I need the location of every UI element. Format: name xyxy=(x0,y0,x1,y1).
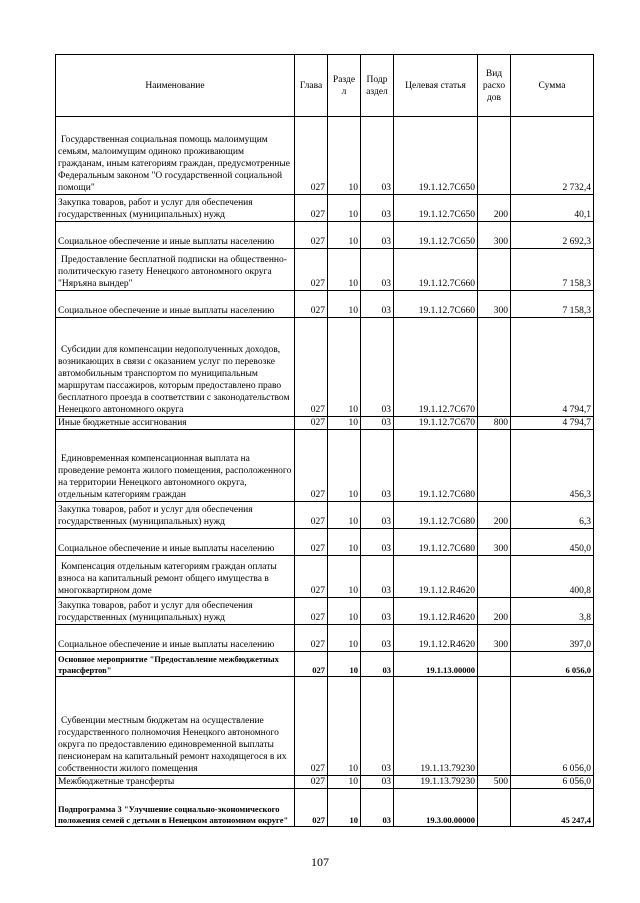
row-target: 19.1.12.7С660 xyxy=(394,291,478,318)
row-expense-type xyxy=(478,652,511,677)
header-section: Разде л xyxy=(328,55,361,117)
row-expense-type: 200 xyxy=(478,502,511,529)
row-section: 10 xyxy=(328,677,361,776)
row-expense-type xyxy=(478,677,511,776)
row-name: Закупка товаров, работ и услуг для обеспечения государственных (муниципальных) нужд xyxy=(56,502,295,529)
table-row xyxy=(56,117,594,195)
row-chapter: 027 xyxy=(295,222,328,249)
row-section: 10 xyxy=(328,117,361,195)
row-target: 19.1.12.R4620 xyxy=(394,556,478,598)
row-section: 10 xyxy=(328,195,361,222)
row-expense-type xyxy=(478,117,511,195)
row-section: 10 xyxy=(328,417,361,430)
row-sum: 6 056,0 xyxy=(511,677,594,776)
row-expense-type: 800 xyxy=(478,417,511,430)
row-subsection: 03 xyxy=(361,417,394,430)
row-expense-type: 500 xyxy=(478,776,511,789)
row-sum: 6 056,0 xyxy=(511,776,594,789)
row-section: 10 xyxy=(328,625,361,652)
row-sum: 4 794,7 xyxy=(511,417,594,430)
row-chapter: 027 xyxy=(295,318,328,417)
row-name: Подпрограмма 3 "Улучшение социально-экономического положения семей с детьми в Ненецком автономном округе" xyxy=(56,789,295,827)
row-subsection: 03 xyxy=(361,117,394,195)
table-row xyxy=(56,291,594,318)
row-section: 10 xyxy=(328,598,361,625)
row-chapter: 027 xyxy=(295,556,328,598)
table-header-row xyxy=(56,55,594,117)
row-name: Государственная социальная помощь малоимущим семьям, малоимущим одиноко проживающим гражданам, иным категориям граждан, предусмотренные Федеральным законом "О государственной социальной помощи" xyxy=(56,117,295,195)
row-target: 19.1.12.7С670 xyxy=(394,417,478,430)
row-subsection: 03 xyxy=(361,195,394,222)
row-expense-type xyxy=(478,318,511,417)
row-target: 19.1.12.R4620 xyxy=(394,598,478,625)
header-sum: Сумма xyxy=(511,55,594,117)
row-section: 10 xyxy=(328,249,361,291)
row-subsection: 03 xyxy=(361,776,394,789)
row-target: 19.1.13.79230 xyxy=(394,776,478,789)
row-sum: 397,0 xyxy=(511,625,594,652)
row-sum: 400,8 xyxy=(511,556,594,598)
row-expense-type xyxy=(478,430,511,502)
row-section: 10 xyxy=(328,529,361,556)
row-name: Закупка товаров, работ и услуг для обеспечения государственных (муниципальных) нужд xyxy=(56,598,295,625)
row-chapter: 027 xyxy=(295,598,328,625)
table-row xyxy=(56,652,594,677)
row-chapter: 027 xyxy=(295,417,328,430)
row-subsection: 03 xyxy=(361,291,394,318)
row-target: 19.1.12.7С680 xyxy=(394,430,478,502)
row-sum: 7 158,3 xyxy=(511,291,594,318)
row-subsection: 03 xyxy=(361,598,394,625)
table-row xyxy=(56,625,594,652)
budget-table xyxy=(55,54,594,827)
row-expense-type: 300 xyxy=(478,222,511,249)
row-target: 19.1.12.R4620 xyxy=(394,625,478,652)
row-expense-type: 300 xyxy=(478,291,511,318)
row-section: 10 xyxy=(328,502,361,529)
row-target: 19.1.13.79230 xyxy=(394,677,478,776)
table-row xyxy=(56,529,594,556)
row-chapter: 027 xyxy=(295,430,328,502)
row-name: Социальное обеспечение и иные выплаты населению xyxy=(56,291,295,318)
row-section: 10 xyxy=(328,222,361,249)
table-row xyxy=(56,789,594,827)
row-target: 19.1.12.7С680 xyxy=(394,529,478,556)
row-chapter: 027 xyxy=(295,291,328,318)
row-name: Предоставление бесплатной подписки на общественно-политическую газету Ненецкого автономного округа "Няръяна вындер" xyxy=(56,249,295,291)
row-name: Субсидии для компенсации недополученных доходов, возникающих в связи с оказанием услуг по перевозке автомобильным транспортом по муниципальным маршрутам пассажиров, которым предоставлено право бесплатного проезда в соответствии с законодательством Ненецкого автономного округа xyxy=(56,318,295,417)
row-sum: 45 247,4 xyxy=(511,789,594,827)
row-section: 10 xyxy=(328,556,361,598)
header-name: Наименование xyxy=(56,55,295,117)
row-expense-type xyxy=(478,249,511,291)
row-target: 19.1.12.7С680 xyxy=(394,502,478,529)
table-row xyxy=(56,417,594,430)
row-sum: 40,1 xyxy=(511,195,594,222)
row-name: Основное мероприятие "Предоставление межбюджетных трансфертов" xyxy=(56,652,295,677)
row-sum: 2 732,4 xyxy=(511,117,594,195)
table-row xyxy=(56,318,594,417)
row-subsection: 03 xyxy=(361,318,394,417)
row-chapter: 027 xyxy=(295,789,328,827)
row-expense-type xyxy=(478,789,511,827)
row-section: 10 xyxy=(328,318,361,417)
row-subsection: 03 xyxy=(361,529,394,556)
row-subsection: 03 xyxy=(361,430,394,502)
row-target: 19.3.00.00000 xyxy=(394,789,478,827)
table-row xyxy=(56,222,594,249)
row-expense-type: 200 xyxy=(478,598,511,625)
row-sum: 450,0 xyxy=(511,529,594,556)
row-chapter: 027 xyxy=(295,195,328,222)
row-expense-type: 300 xyxy=(478,625,511,652)
table-row xyxy=(56,677,594,776)
row-chapter: 027 xyxy=(295,529,328,556)
row-name: Компенсация отдельным категориям граждан оплаты взноса на капитальный ремонт общего имущества в многоквартирном доме xyxy=(56,556,295,598)
table-row xyxy=(56,776,594,789)
row-sum: 7 158,3 xyxy=(511,249,594,291)
row-subsection: 03 xyxy=(361,502,394,529)
row-chapter: 027 xyxy=(295,249,328,291)
row-target: 19.1.12.7С650 xyxy=(394,222,478,249)
row-expense-type: 200 xyxy=(478,195,511,222)
row-name: Межбюджетные трансферты xyxy=(56,776,295,789)
row-subsection: 03 xyxy=(361,677,394,776)
row-chapter: 027 xyxy=(295,652,328,677)
row-subsection: 03 xyxy=(361,249,394,291)
row-section: 10 xyxy=(328,652,361,677)
row-section: 10 xyxy=(328,789,361,827)
page-number: 107 xyxy=(311,855,329,869)
row-sum: 4 794,7 xyxy=(511,318,594,417)
row-name: Социальное обеспечение и иные выплаты населению xyxy=(56,222,295,249)
row-chapter: 027 xyxy=(295,776,328,789)
row-subsection: 03 xyxy=(361,625,394,652)
row-section: 10 xyxy=(328,291,361,318)
header-subsection: Подр аздел xyxy=(361,55,394,117)
row-expense-type xyxy=(478,556,511,598)
row-target: 19.1.12.7С650 xyxy=(394,117,478,195)
table-row xyxy=(56,556,594,598)
row-section: 10 xyxy=(328,430,361,502)
row-target: 19.1.12.7С670 xyxy=(394,318,478,417)
row-sum: 2 692,3 xyxy=(511,222,594,249)
row-name: Субвенции местным бюджетам на осуществление государственного полномочия Ненецкого автономного округа по предоставлению единовременной выплаты пенсионерам на капитальный ремонт находящегося в их собственности жилого помещения xyxy=(56,677,295,776)
row-chapter: 027 xyxy=(295,677,328,776)
row-name: Единовременная компенсационная выплата на проведение ремонта жилого помещения, расположенного на территории Ненецкого автономного округа, отдельным категориям граждан xyxy=(56,430,295,502)
row-name: Закупка товаров, работ и услуг для обеспечения государственных (муниципальных) нужд xyxy=(56,195,295,222)
table-row xyxy=(56,249,594,291)
row-section: 10 xyxy=(328,776,361,789)
row-sum: 6,3 xyxy=(511,502,594,529)
row-expense-type: 300 xyxy=(478,529,511,556)
row-chapter: 027 xyxy=(295,502,328,529)
row-sum: 6 056,0 xyxy=(511,652,594,677)
row-subsection: 03 xyxy=(361,222,394,249)
table-row xyxy=(56,598,594,625)
row-subsection: 03 xyxy=(361,556,394,598)
row-subsection: 03 xyxy=(361,652,394,677)
row-sum: 3,8 xyxy=(511,598,594,625)
row-name: Социальное обеспечение и иные выплаты населению xyxy=(56,529,295,556)
row-name: Социальное обеспечение и иные выплаты населению xyxy=(56,625,295,652)
row-sum: 456,3 xyxy=(511,430,594,502)
table-row xyxy=(56,430,594,502)
row-name: Иные бюджетные ассигнования xyxy=(56,417,295,430)
row-chapter: 027 xyxy=(295,625,328,652)
table-row xyxy=(56,195,594,222)
row-target: 19.1.13.00000 xyxy=(394,652,478,677)
row-target: 19.1.12.7С650 xyxy=(394,195,478,222)
header-expense-type: Вид расхо дов xyxy=(478,55,511,117)
row-target: 19.1.12.7С660 xyxy=(394,249,478,291)
header-target: Целевая статья xyxy=(394,55,478,117)
row-subsection: 03 xyxy=(361,789,394,827)
row-chapter: 027 xyxy=(295,117,328,195)
header-chapter: Глава xyxy=(295,55,328,117)
table-row xyxy=(56,502,594,529)
